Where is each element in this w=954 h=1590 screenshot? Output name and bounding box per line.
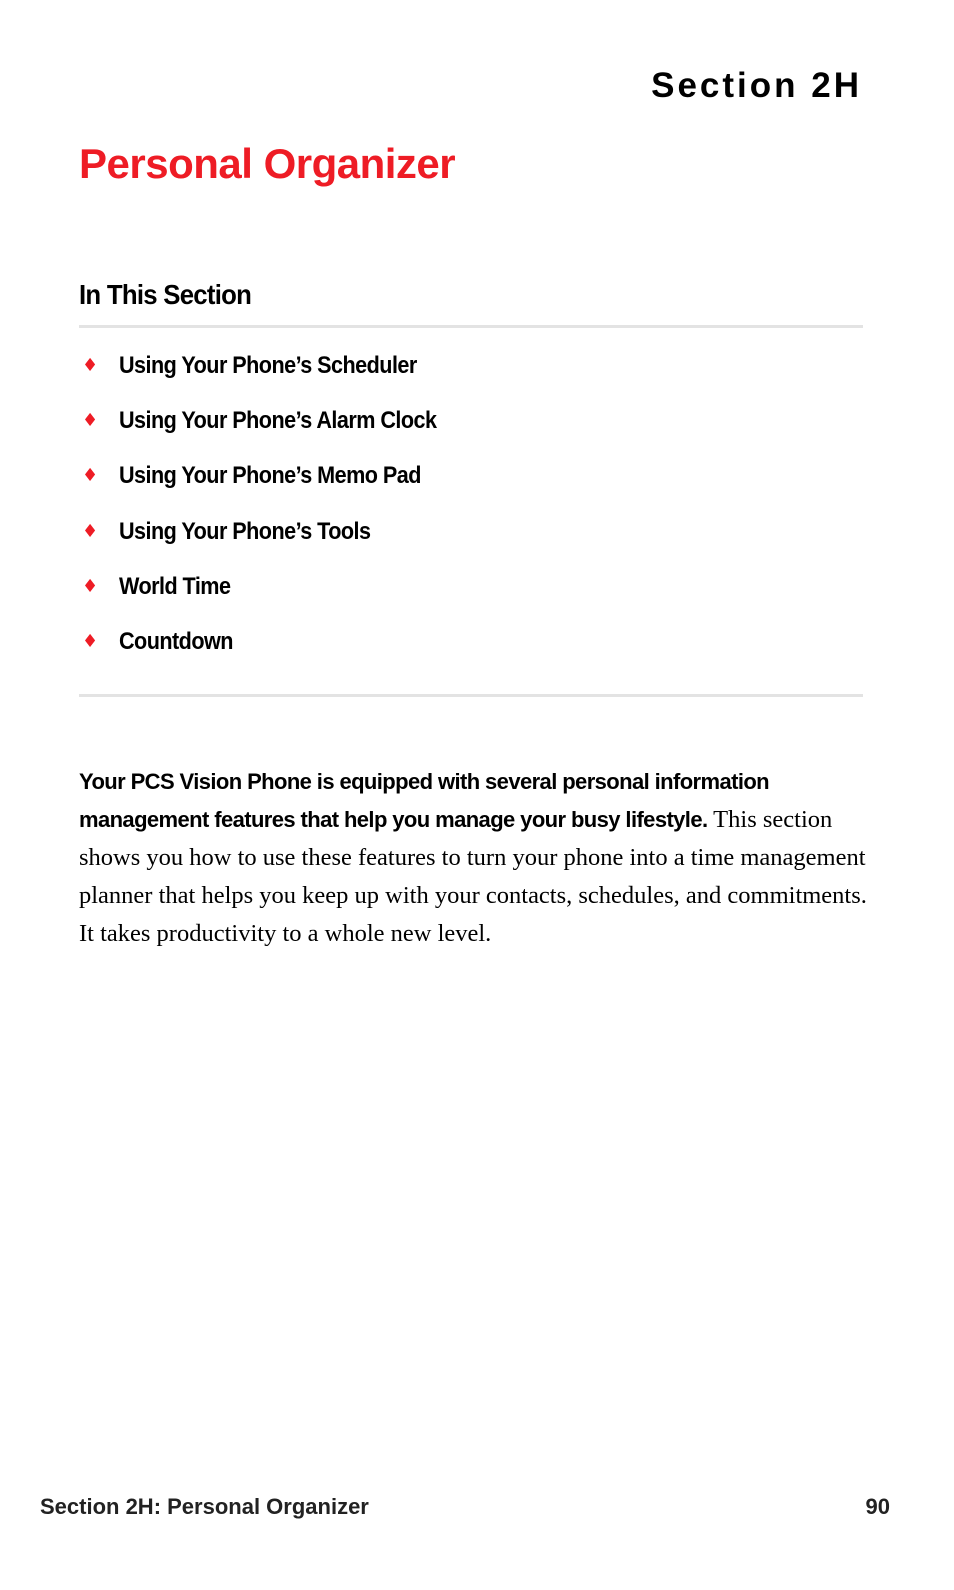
intro-lead: Your PCS Vision Phone is equipped with several personal information management features that help you manage your busy lifestyle. bbox=[79, 769, 770, 832]
toc-item-tools[interactable] bbox=[79, 513, 472, 568]
toc-list bbox=[79, 347, 472, 678]
toc-item-label: Using Your Phone’s Memo Pad bbox=[119, 462, 421, 490]
section-label: Section 2H bbox=[651, 66, 862, 105]
diamond-bullet-icon: ♦ bbox=[82, 410, 99, 432]
toc-item-memo-pad[interactable] bbox=[79, 457, 472, 512]
page-title: Personal Organizer bbox=[79, 140, 456, 187]
toc-item-world-time[interactable] bbox=[79, 568, 472, 623]
toc-item-alarm-clock[interactable] bbox=[79, 402, 472, 457]
page-footer bbox=[40, 1494, 890, 1520]
toc-top-divider bbox=[79, 325, 863, 328]
toc-item-label: World Time bbox=[119, 572, 231, 600]
footer-section-title: Section 2H: Personal Organizer bbox=[40, 1494, 369, 1519]
toc-item-scheduler[interactable] bbox=[79, 347, 472, 402]
diamond-bullet-icon: ♦ bbox=[82, 630, 99, 652]
toc-bottom-divider bbox=[79, 694, 863, 697]
toc-item-countdown[interactable] bbox=[79, 623, 472, 678]
toc-item-label: Using Your Phone’s Scheduler bbox=[119, 352, 417, 379]
toc-item-label: Using Your Phone’s Alarm Clock bbox=[119, 407, 437, 435]
diamond-bullet-icon: ♦ bbox=[82, 575, 99, 597]
diamond-bullet-icon: ♦ bbox=[82, 355, 99, 376]
intro-paragraph bbox=[79, 763, 869, 953]
intro-body: This section shows you how to use these features to turn your phone into a time management planner that helps you keep up with your contacts, schedules, and commitments. It takes productivity to a whole new level. bbox=[79, 806, 867, 947]
diamond-bullet-icon: ♦ bbox=[82, 465, 99, 487]
diamond-bullet-icon: ♦ bbox=[82, 520, 99, 542]
page-number: 90 bbox=[865, 1494, 890, 1519]
toc-item-label: Countdown bbox=[119, 627, 233, 655]
toc-item-label: Using Your Phone’s Tools bbox=[119, 517, 371, 545]
toc-heading: In This Section bbox=[79, 279, 252, 310]
